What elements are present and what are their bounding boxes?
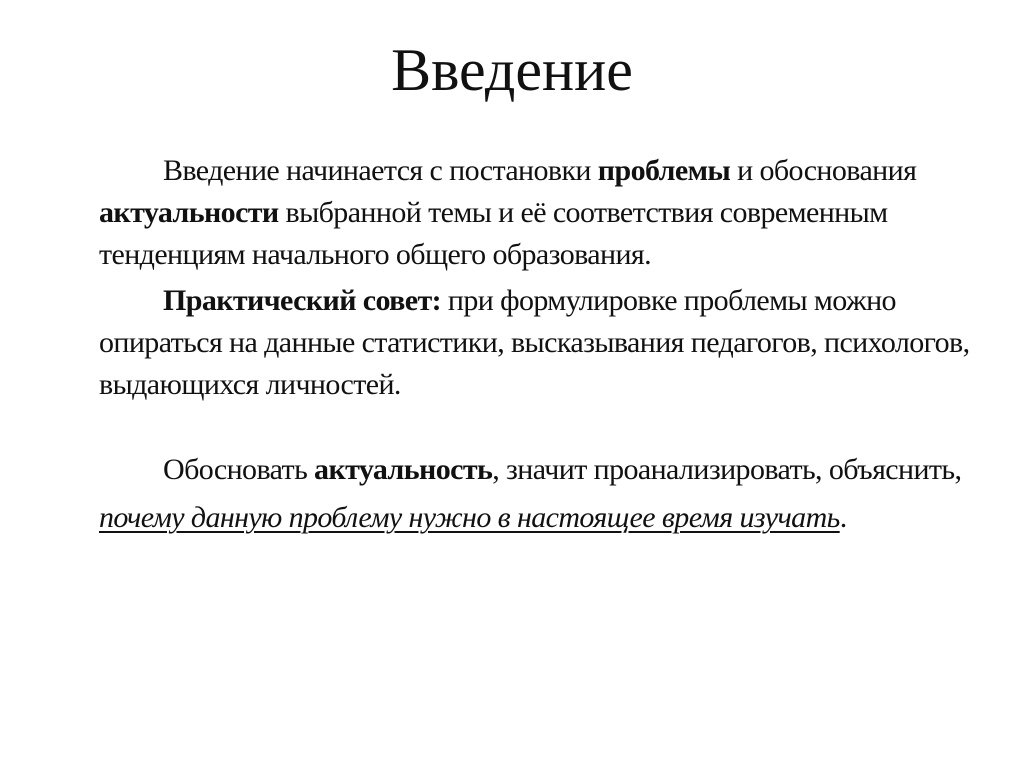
paragraph-practical-advice xyxy=(99,280,979,406)
bold-label-practical-advice: Практический совет: xyxy=(163,284,442,317)
slide-title: Введение xyxy=(391,37,633,103)
italic-underlined-phrase: почему данную проблему нужно в настоящее время изучать xyxy=(99,501,840,534)
text-run: , значит проанализировать, объяснить, xyxy=(492,453,962,486)
text-run: . xyxy=(839,501,847,534)
text-run: и обоснования xyxy=(730,154,917,187)
paragraph-justify-relevance xyxy=(99,446,979,542)
slide-body xyxy=(99,150,979,542)
paragraph-intro xyxy=(99,150,979,276)
bold-term-problem: проблемы xyxy=(597,154,731,187)
text-run: при формулировке проблемы можно опираться на данные статистики, высказывания педагогов, психологов, выдающихся личностей. xyxy=(99,284,970,401)
text-run: выбранной темы и её соответствия современным тенденциям начального общего образования. xyxy=(99,196,888,271)
bold-term-relevance: актуальность xyxy=(314,453,493,486)
text-run: Введение начинается с постановки xyxy=(163,154,598,187)
bold-term-relevance: актуальности xyxy=(99,196,279,229)
text-run: Обосновать xyxy=(163,453,315,486)
